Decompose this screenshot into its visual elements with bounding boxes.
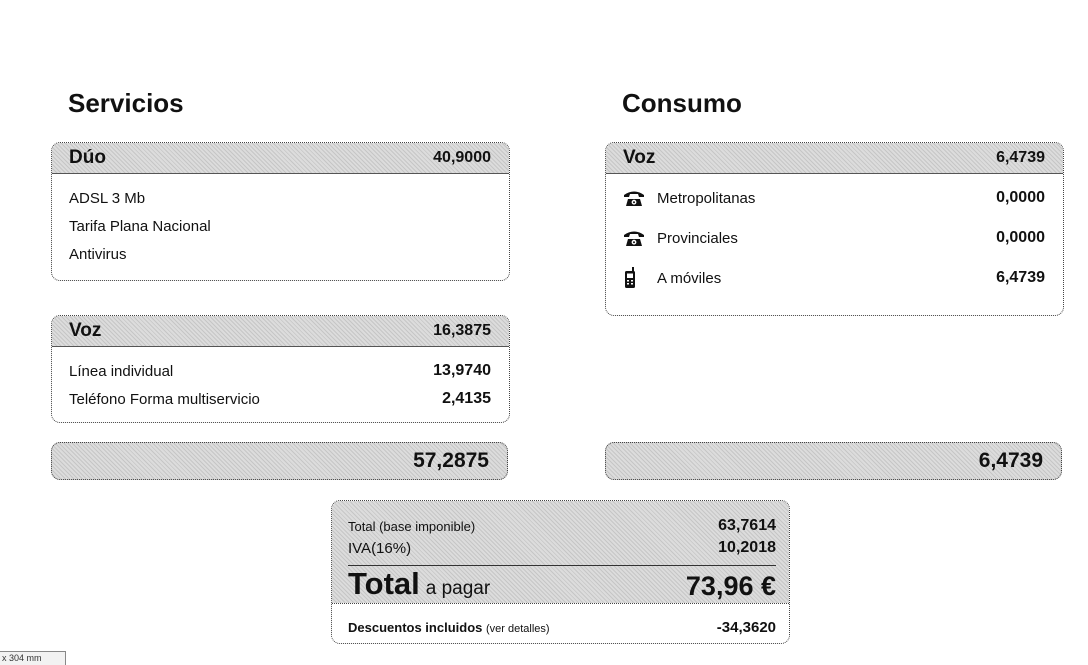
consumo-item-label: Provinciales (657, 229, 738, 247)
consumo-item-label: A móviles (657, 269, 722, 287)
consumo-item-value: 0,0000 (996, 189, 1045, 206)
voz-item-value: 13,9740 (433, 362, 491, 379)
descuentos-value: -34,3620 (716, 619, 776, 636)
mobile-phone-icon (623, 267, 657, 289)
voz-item-label: Teléfono Forma multiservicio (69, 390, 260, 408)
iva-row (348, 537, 776, 559)
summary-panel (331, 500, 790, 644)
consumo-voz-header (606, 143, 1063, 174)
ver-detalles-link[interactable]: (ver detalles) (486, 623, 550, 635)
servicios-voz-header (52, 316, 509, 347)
consumo-subtotal (605, 442, 1062, 480)
base-label: Total (base imponible) (348, 518, 476, 534)
base-row (348, 515, 776, 537)
consumo-voz-panel (605, 142, 1064, 316)
descuentos-label: Descuentos incluidos (348, 620, 483, 635)
voz-item-label: Línea individual (69, 362, 174, 380)
phone-icon (623, 189, 657, 207)
servicios-voz-title: Voz (69, 320, 102, 341)
list-item (606, 178, 1063, 218)
duo-item-label: Antivirus (69, 245, 127, 263)
consumo-item-value: 6,4739 (996, 269, 1045, 286)
total-value: 73,96 € (685, 571, 776, 601)
list-item (69, 385, 491, 413)
servicios-voz-panel (51, 315, 510, 423)
servicios-subtotal-value: 57,2875 (413, 449, 489, 472)
list-item (69, 240, 491, 268)
servicios-heading: Servicios (68, 88, 184, 118)
servicios-subtotal (51, 442, 508, 480)
voz-item-value: 2,4135 (442, 390, 491, 407)
duo-item-label: Tarifa Plana Nacional (69, 217, 211, 235)
descuentos-row (332, 603, 789, 643)
consumo-item-value: 0,0000 (996, 229, 1045, 246)
list-item (69, 184, 491, 212)
duo-item-label: ADSL 3 Mb (69, 189, 146, 207)
duo-panel (51, 142, 510, 281)
duo-title: Dúo (69, 147, 106, 168)
consumo-subtotal-value: 6,4739 (978, 449, 1043, 472)
total-label: Total (348, 566, 420, 601)
duo-header (52, 143, 509, 174)
total-row (348, 566, 776, 602)
iva-value: 10,2018 (718, 539, 776, 556)
list-item (69, 212, 491, 240)
base-value: 63,7614 (718, 517, 776, 534)
status-tab: x 304 mm (0, 651, 66, 665)
servicios-voz-amount: 16,3875 (433, 322, 491, 339)
consumo-heading: Consumo (622, 88, 742, 118)
list-item (69, 357, 491, 385)
iva-label: IVA(16%) (348, 539, 412, 557)
consumo-voz-amount: 6,4739 (996, 149, 1045, 166)
duo-amount: 40,9000 (433, 149, 491, 166)
total-sublabel: a pagar (425, 578, 491, 599)
list-item (606, 218, 1063, 258)
phone-icon (623, 229, 657, 247)
consumo-item-label: Metropolitanas (657, 189, 756, 207)
consumo-voz-title: Voz (623, 147, 656, 168)
list-item (606, 258, 1063, 298)
